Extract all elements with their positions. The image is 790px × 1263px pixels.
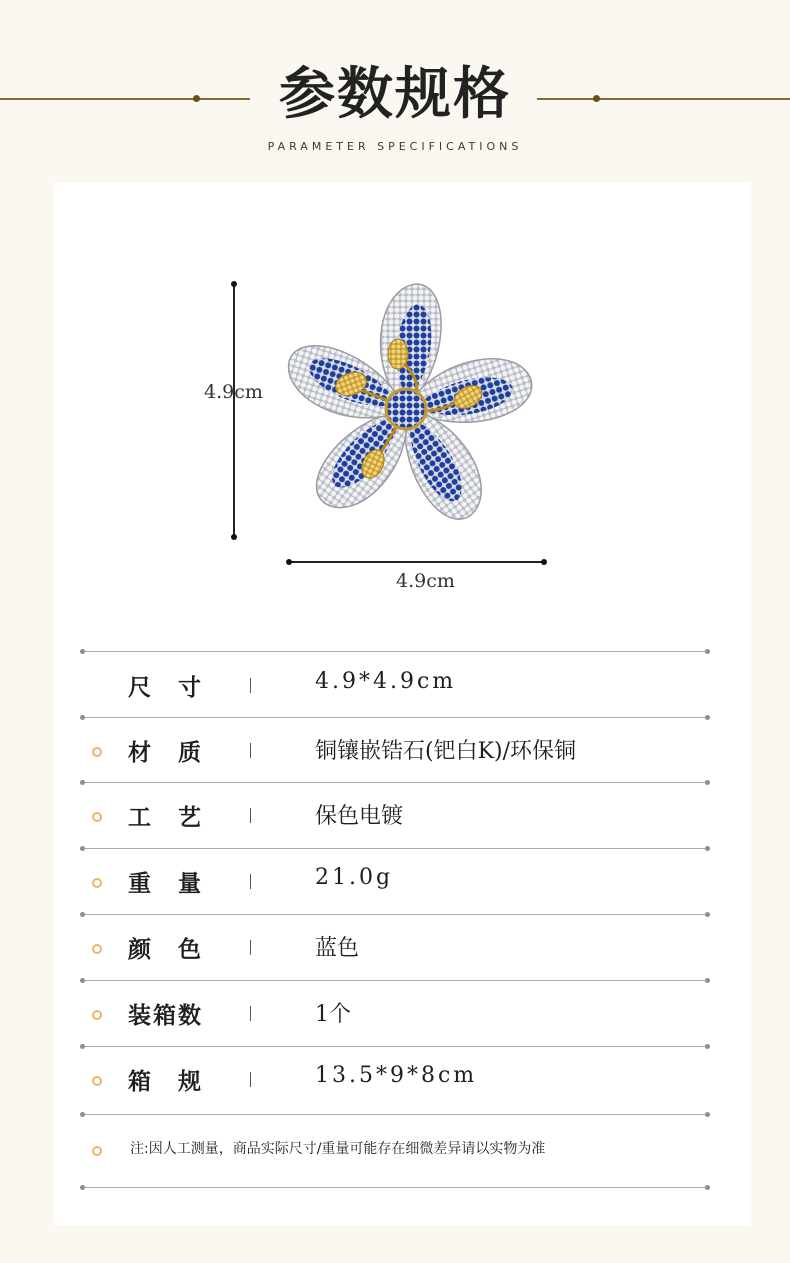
- page-title: 参数规格: [279, 61, 511, 127]
- height-dimension-line: [233, 283, 235, 537]
- spec-label: 箱 规: [128, 1068, 203, 1095]
- bullet-icon: [92, 944, 102, 954]
- row-divider: [82, 1046, 708, 1047]
- spec-label: 尺 寸: [128, 674, 203, 701]
- spec-value: 13.5*9*8cm: [315, 1063, 478, 1088]
- spec-label: 重 量: [128, 870, 203, 897]
- bullet-icon: [92, 1076, 102, 1086]
- spec-label: 颜 色: [128, 936, 203, 963]
- spec-separator: [250, 940, 251, 955]
- height-label: 4.9cm: [204, 381, 263, 403]
- width-dimension-left-dot: [286, 559, 292, 565]
- width-dimension-line: [289, 561, 544, 563]
- row-divider: [82, 914, 708, 915]
- spec-separator: [250, 743, 251, 758]
- row-divider: [82, 1114, 708, 1115]
- spec-separator: [250, 1072, 251, 1087]
- page-subtitle: PARAMETER SPECIFICATIONS: [267, 140, 523, 153]
- row-divider: [82, 848, 708, 849]
- row-divider: [82, 782, 708, 783]
- spec-row-packing: [82, 983, 708, 1045]
- spec-row-craft: [82, 785, 708, 847]
- page-header: [0, 0, 790, 180]
- row-divider: [82, 1187, 708, 1188]
- spec-label: 材 质: [128, 739, 203, 766]
- spec-separator: [250, 808, 251, 823]
- spec-row-weight: [82, 851, 708, 913]
- spec-value: 铜镶嵌锆石(钯白K)/环保铜: [315, 739, 577, 764]
- spec-separator: [250, 874, 251, 889]
- flower-brooch-image: [266, 278, 546, 540]
- spec-row-material: [82, 720, 708, 782]
- spec-row-box-size: [82, 1049, 708, 1111]
- spec-value: 4.9*4.9cm: [315, 669, 457, 694]
- height-dimension-top-dot: [231, 281, 237, 287]
- spec-row-size: [82, 655, 708, 717]
- measurement-note: 注:因人工测量，商品实际尺寸/重量可能存在细微差异请以实物为准: [130, 1141, 546, 1157]
- spec-value: 21.0g: [315, 865, 394, 890]
- spec-value: 保色电镀: [315, 804, 404, 829]
- spec-separator: [250, 678, 251, 693]
- row-divider: [82, 717, 708, 718]
- bullet-icon: [92, 812, 102, 822]
- bullet-icon: [92, 747, 102, 757]
- row-divider: [82, 651, 708, 652]
- width-label: 4.9cm: [396, 570, 455, 592]
- spec-label: 工 艺: [128, 804, 203, 831]
- spec-value: 1个: [315, 1002, 351, 1027]
- width-dimension-right-dot: [541, 559, 547, 565]
- spec-label: 装箱数: [128, 1002, 203, 1029]
- height-dimension-bottom-dot: [231, 534, 237, 540]
- bullet-icon: [92, 1146, 102, 1156]
- bullet-icon: [92, 878, 102, 888]
- bullet-icon: [92, 1010, 102, 1020]
- row-divider: [82, 980, 708, 981]
- spec-row-color: [82, 917, 708, 979]
- spec-separator: [250, 1006, 251, 1021]
- spec-value: 蓝色: [315, 936, 360, 961]
